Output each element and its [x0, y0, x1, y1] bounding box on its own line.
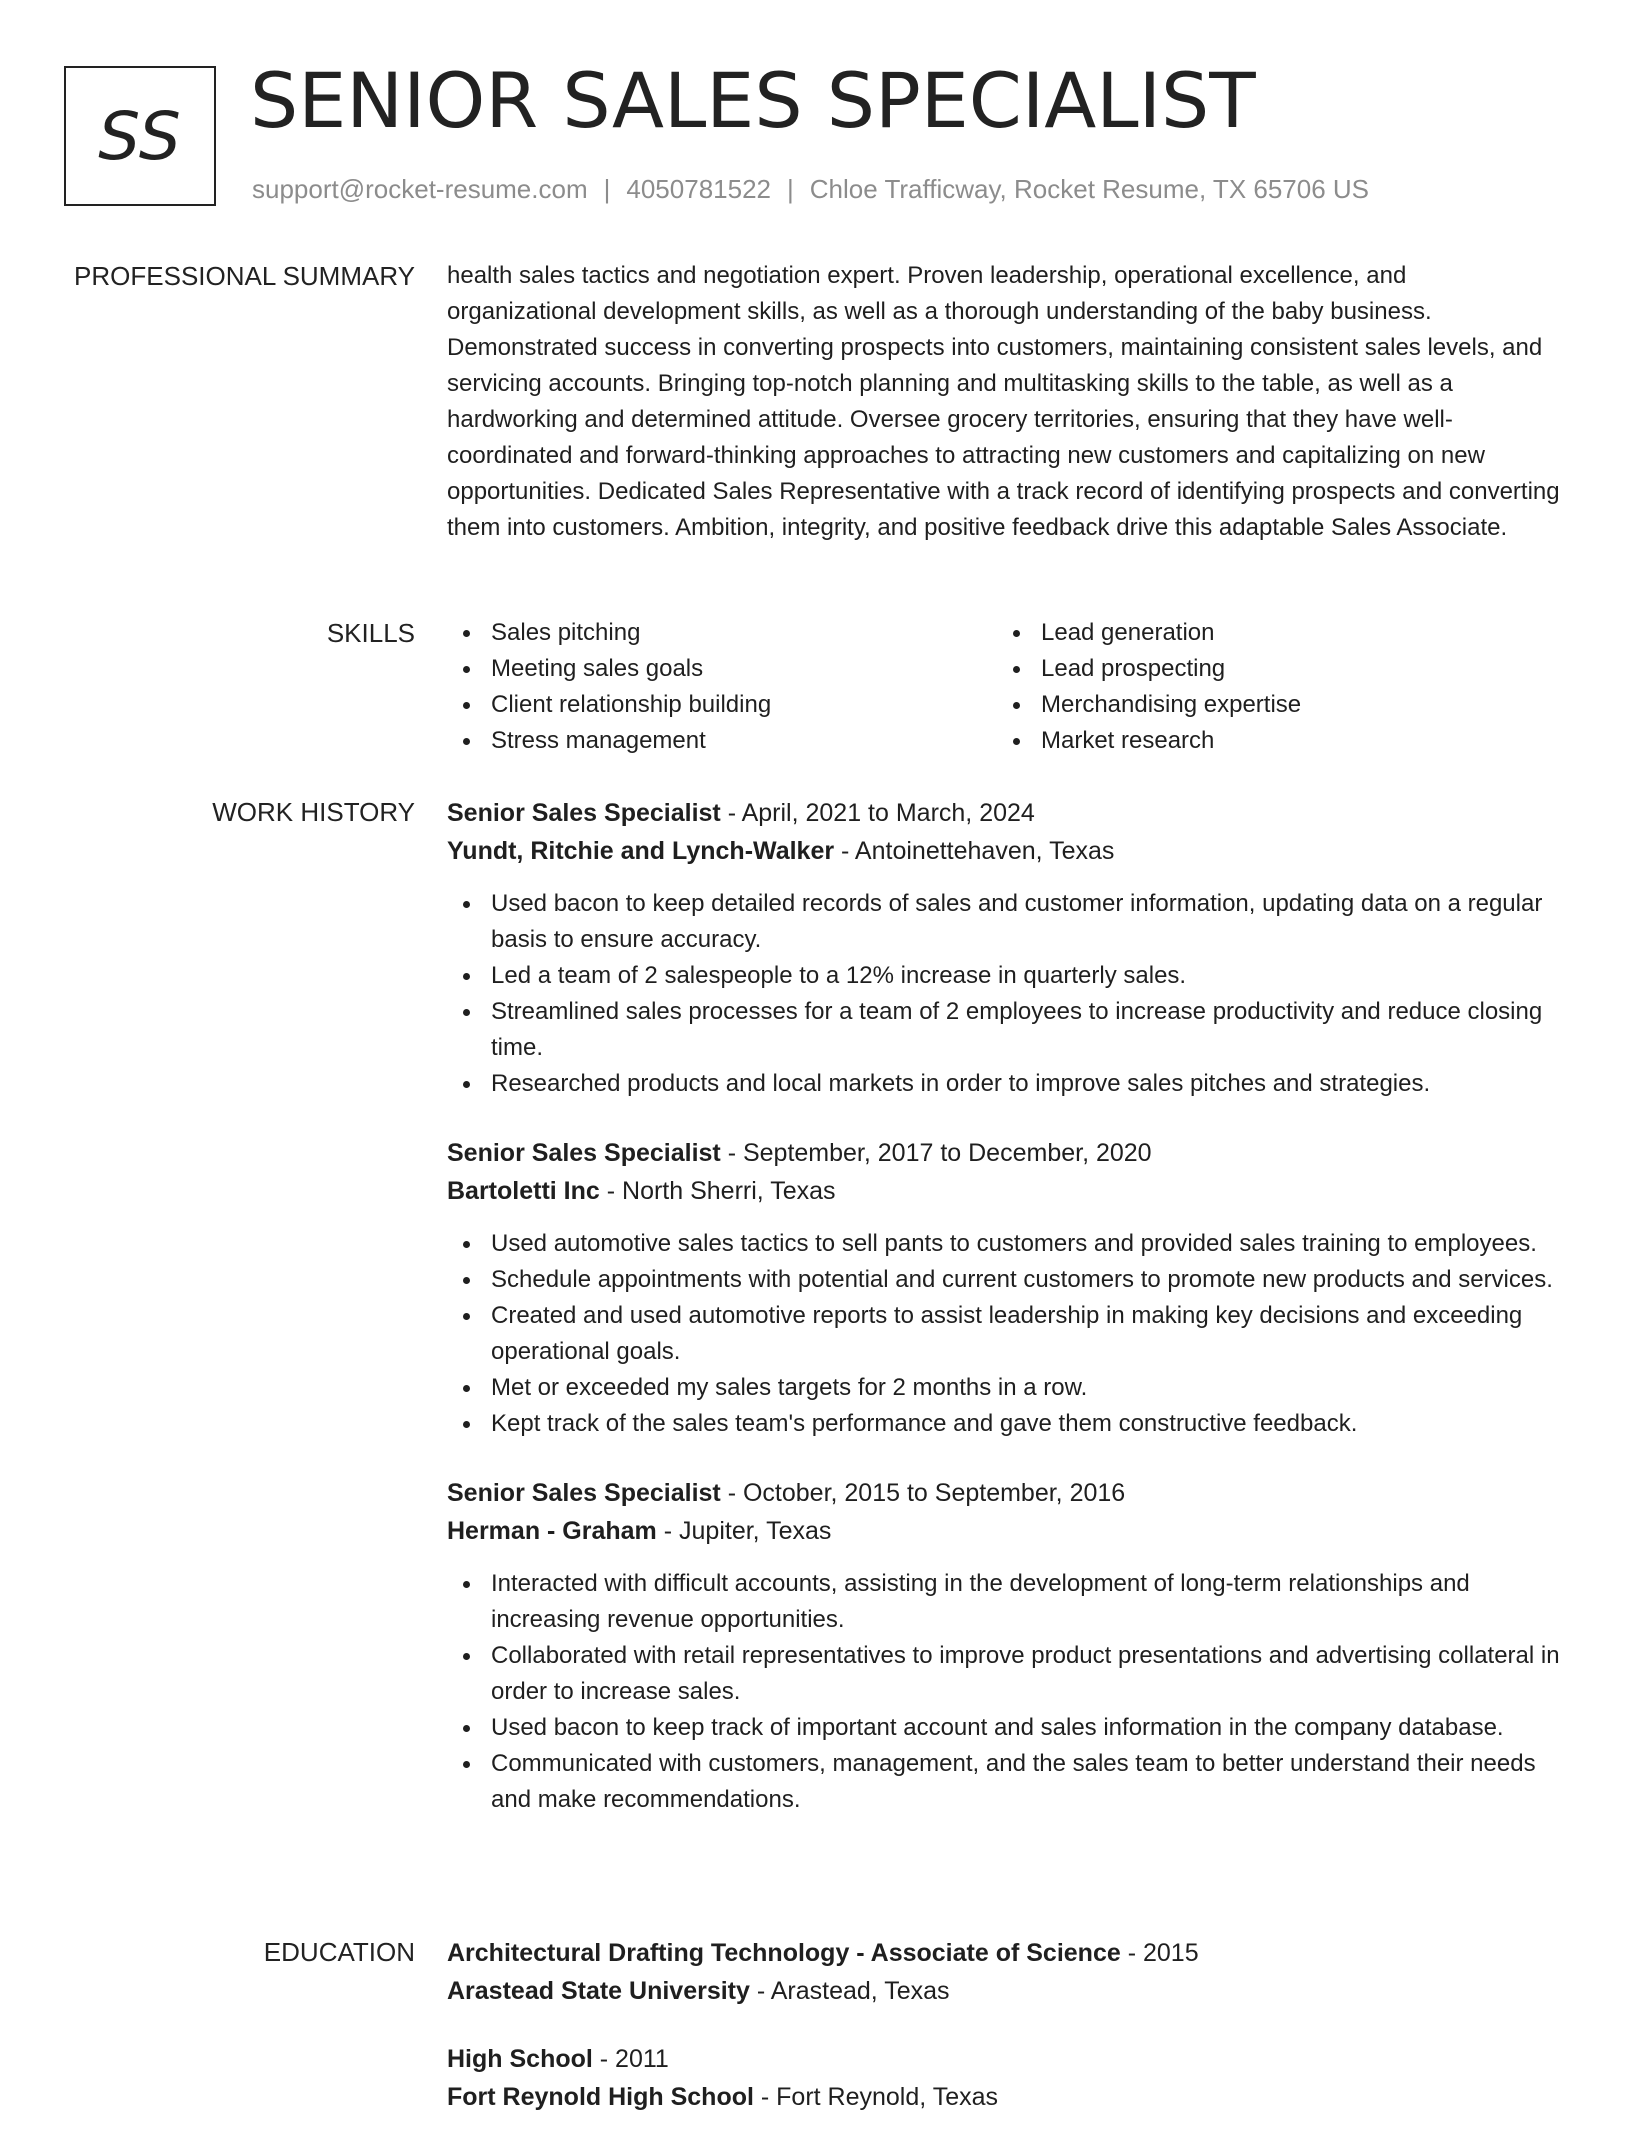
job-dates: - April, 2021 to March, 2024 [720, 799, 1035, 827]
job-company-line [447, 1172, 1562, 1210]
job-company: Yundt, Ritchie and Lynch-Walker [447, 837, 835, 865]
job-title: Senior Sales Specialist [447, 1479, 721, 1507]
job-title: Senior Sales Specialist [447, 1139, 721, 1167]
skill-item: Lead generation [997, 615, 1547, 651]
job-company: Herman - Graham [447, 1517, 657, 1545]
job-bullet: Led a team of 2 salespeople to a 12% increase in quarterly sales. [447, 958, 1562, 994]
work-history-body [447, 794, 1562, 1850]
job-bullet: Communicated with customers, management, and the sales team to better understand their needs and make recommendations. [447, 1746, 1562, 1818]
education-school-line [447, 2078, 1562, 2116]
job-bullets [447, 886, 1562, 1102]
skill-item: Stress management [447, 723, 997, 759]
skill-item: Lead prospecting [997, 651, 1547, 687]
education-degree: High School [447, 2045, 593, 2073]
summary-body [447, 258, 1562, 546]
job-bullet: Researched products and local markets in order to improve sales pitches and strategies. [447, 1066, 1562, 1102]
skill-item: Meeting sales goals [447, 651, 997, 687]
job-location: - Jupiter, Texas [656, 1517, 832, 1545]
job-bullet: Used automotive sales tactics to sell pants to customers and provided sales training to employees. [447, 1226, 1562, 1262]
skill-item: Market research [997, 723, 1547, 759]
skills-label: SKILLS [326, 618, 415, 648]
contact-line [252, 174, 1369, 205]
skills-list [447, 615, 1562, 759]
education-entry [447, 1934, 1562, 2010]
summary-text: health sales tactics and negotiation expert. Proven leadership, operational excellence, and organizational development skills, as well as a thorough understanding of the baby business. Demonstrated success in converting prospects into customers, maintaining consistent sales levels, and servicing accounts. Bringing top-notch planning and multitasking skills to the table, as well as a hardworking and determined attitude. Oversee grocery territories, ensuring that they have well-coordinated and forward-thinking approaches to attracting new customers and capitalizing on new opportunities. Dedicated Sales Representative with a track record of identifying prospects and converting them into customers. Ambition, integrity, and positive feedback drive this adaptable Sales Associate. [447, 262, 1560, 541]
summary-label: PROFESSIONAL SUMMARY [74, 261, 415, 291]
job-dates: - September, 2017 to December, 2020 [720, 1139, 1152, 1167]
job-title: Senior Sales Specialist [447, 799, 721, 827]
job-bullet: Collaborated with retail representatives to improve product presentations and advertising collateral in order to increase sales. [447, 1638, 1562, 1710]
education-year: - 2011 [592, 2045, 669, 2073]
education-body [447, 1934, 1562, 2146]
skill-item: Sales pitching [447, 615, 997, 651]
contact-address: Chloe Trafficway, Rocket Resume, TX 65706 US [809, 174, 1370, 204]
resume-title: SENIOR SALES SPECIALIST [250, 56, 1256, 145]
job-entry [447, 794, 1562, 1102]
job-company-line [447, 832, 1562, 870]
monogram: SS [64, 66, 216, 206]
job-bullet: Created and used automotive reports to assist leadership in making key decisions and exceeding operational goals. [447, 1298, 1562, 1370]
job-bullet: Used bacon to keep track of important account and sales information in the company database. [447, 1710, 1562, 1746]
job-bullet: Used bacon to keep detailed records of sales and customer information, updating data on a regular basis to ensure accuracy. [447, 886, 1562, 958]
contact-separator: | [603, 174, 611, 204]
skills-body [447, 615, 1562, 759]
job-entry [447, 1474, 1562, 1818]
education-year: - 2015 [1120, 1939, 1199, 1967]
job-location: - North Sherri, Texas [599, 1177, 836, 1205]
education-degree: Architectural Drafting Technology - Associate of Science [447, 1939, 1121, 1967]
education-degree-line [447, 1934, 1562, 1972]
skill-item: Merchandising expertise [997, 687, 1547, 723]
education-entry [447, 2040, 1562, 2116]
job-location: - Antoinettehaven, Texas [834, 837, 1115, 865]
contact-phone[interactable]: 4050781522 [626, 174, 771, 204]
job-entry [447, 1134, 1562, 1442]
skill-item: Client relationship building [447, 687, 997, 723]
education-school: Fort Reynold High School [447, 2083, 754, 2111]
job-title-line [447, 794, 1562, 832]
contact-email[interactable]: support@rocket-resume.com [252, 174, 588, 204]
education-location: - Arastead, Texas [749, 1977, 950, 2005]
job-bullet: Schedule appointments with potential and current customers to promote new products and services. [447, 1262, 1562, 1298]
work-history-label: WORK HISTORY [212, 797, 415, 827]
job-title-line [447, 1134, 1562, 1172]
job-bullet: Streamlined sales processes for a team of 2 employees to increase productivity and reduce closing time. [447, 994, 1562, 1066]
education-label: EDUCATION [263, 1937, 415, 1967]
education-school-line [447, 1972, 1562, 2010]
job-title-line [447, 1474, 1562, 1512]
job-dates: - October, 2015 to September, 2016 [720, 1479, 1126, 1507]
job-company: Bartoletti Inc [447, 1177, 600, 1205]
education-degree-line [447, 2040, 1562, 2078]
job-bullet: Interacted with difficult accounts, assisting in the development of long-term relationships and increasing revenue opportunities. [447, 1566, 1562, 1638]
job-bullets [447, 1566, 1562, 1818]
job-bullets [447, 1226, 1562, 1442]
education-location: - Fort Reynold, Texas [753, 2083, 999, 2111]
job-bullet: Met or exceeded my sales targets for 2 months in a row. [447, 1370, 1562, 1406]
job-company-line [447, 1512, 1562, 1550]
contact-separator: | [787, 174, 794, 204]
job-bullet: Kept track of the sales team's performance and gave them constructive feedback. [447, 1406, 1562, 1442]
education-school: Arastead State University [447, 1977, 750, 2005]
